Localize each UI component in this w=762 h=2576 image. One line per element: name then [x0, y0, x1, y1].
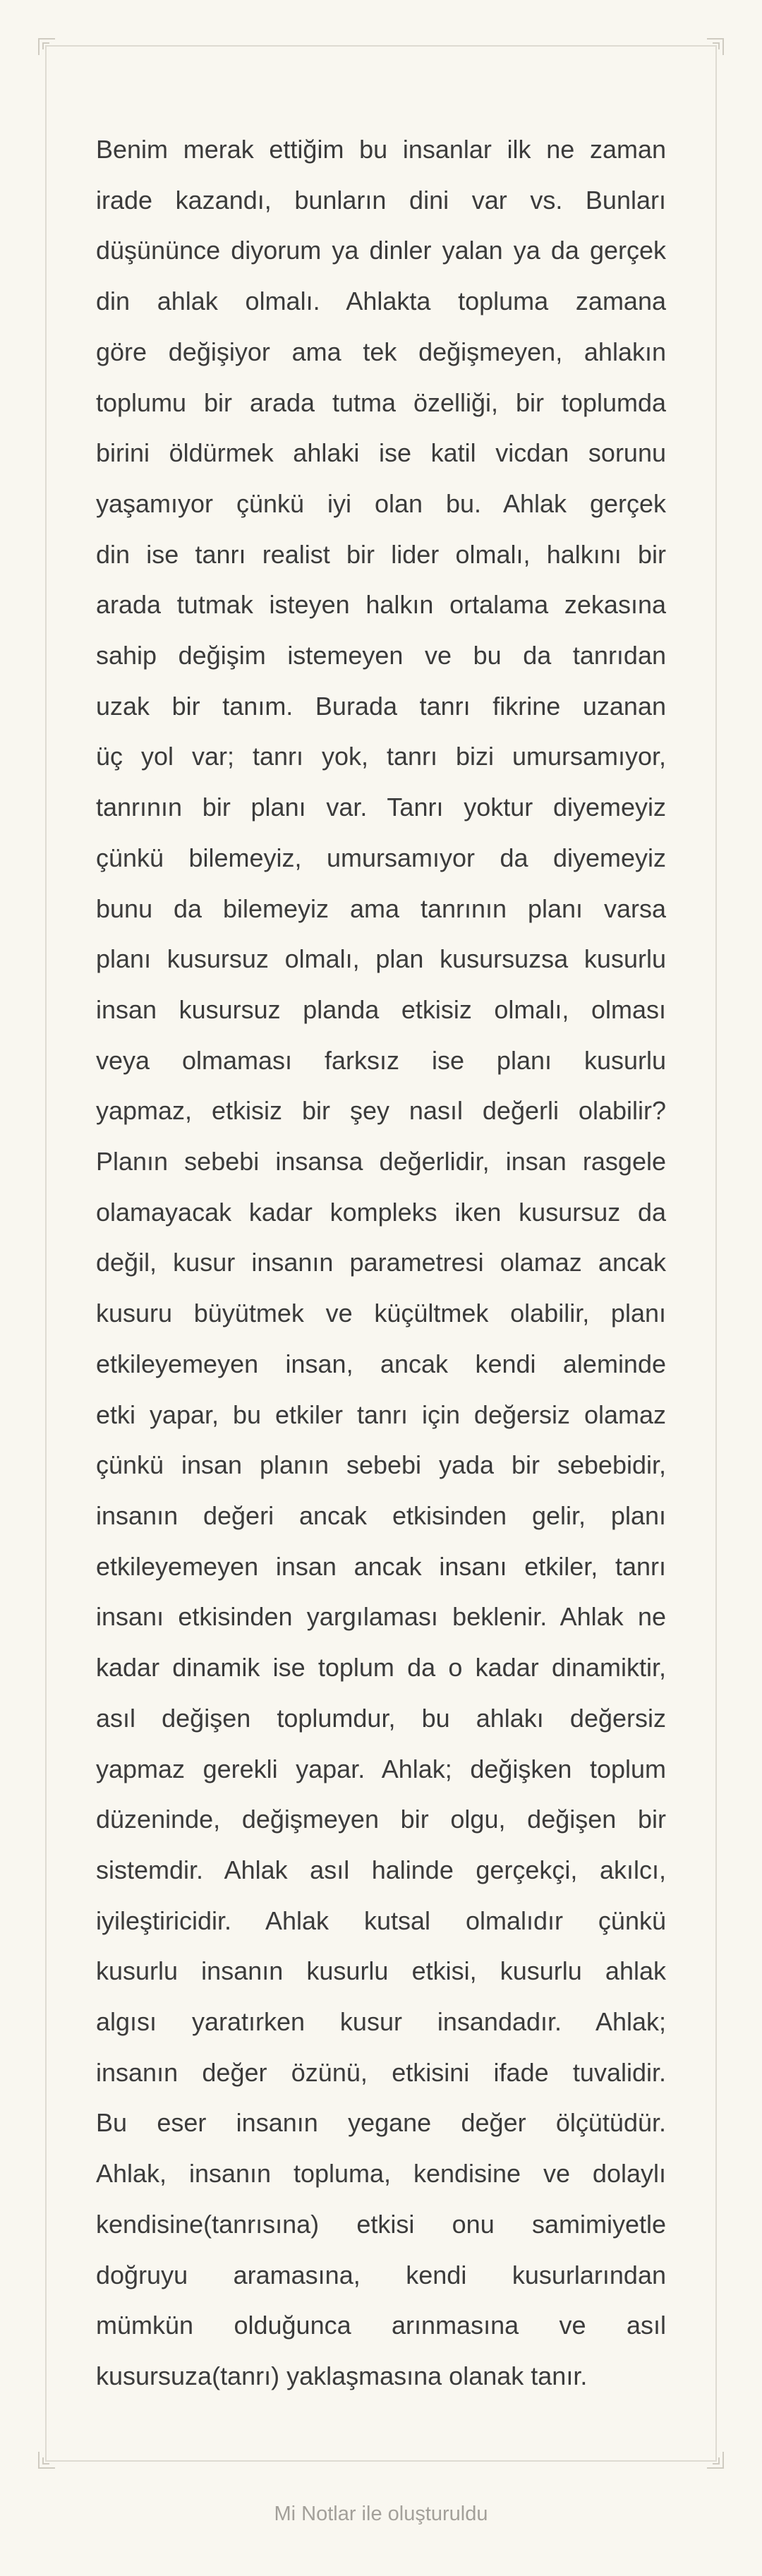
note-line: kusursuza(tanrı) yaklaşmasına olanak tanır. [96, 2361, 588, 2390]
note-line: etkileyemeyen insan ancak insanı etkiler, tanrı [96, 1551, 666, 1581]
note-line: mümkün olduğunca arınmasına ve asıl [96, 2311, 666, 2340]
note-line: kusuru büyütmek ve küçültmek olabilir, planı [96, 1299, 666, 1328]
frame-corner-ornament [707, 2452, 724, 2469]
note-line: planı kusursuz olmalı, plan kusursuzsa kusurlu [96, 944, 666, 974]
note-line: iyileştiricidir. Ahlak kutsal olmalıdır çünkü [96, 1906, 666, 1935]
note-line: kendisine(tanrısına) etkisi onu samimiyetle [96, 2209, 666, 2239]
note-line: uzak bir tanım. Burada tanrı fikrine uzanan [96, 691, 666, 721]
note-line: irade kazandı, bunların dini var vs. Bunları [96, 185, 666, 215]
note-line: din ahlak olmalı. Ahlakta topluma zamana [96, 287, 666, 316]
note-line: doğruyu aramasına, kendi kusurlarından [96, 2260, 666, 2289]
note-line: din ise tanrı realist bir lider olmalı, halkını bir [96, 539, 666, 569]
note-line: kadar dinamik ise toplum da o kadar dinamiktir, [96, 1653, 666, 1683]
note-line: arada tutmak isteyen halkın ortalama zekasına [96, 590, 666, 620]
note-line: yapmaz gerekli yapar. Ahlak; değişken toplum [96, 1754, 666, 1783]
note-line: etki yapar, bu etkiler tanrı için değersiz olamaz [96, 1400, 666, 1429]
note-line: insanın değeri ancak etkisinden gelir, planı [96, 1500, 666, 1530]
note-line: veya olmaması farksız ise planı kusurlu [96, 1045, 666, 1075]
note-line: Planın sebebi insansa değerlidir, insan rasgele [96, 1147, 666, 1176]
note-body [96, 124, 666, 2402]
note-line: etkileyemeyen insan, ancak kendi aleminde [96, 1349, 666, 1378]
note-line: Ahlak, insanın topluma, kendisine ve dolaylı [96, 2159, 666, 2189]
note-line: yapmaz, etkisiz bir şey nasıl değerli olabilir? [96, 1096, 666, 1126]
note-line: kusurlu insanın kusurlu etkisi, kusurlu ahlak [96, 1956, 666, 1986]
note-line: insanın değer özünü, etkisini ifade tuvalidir. [96, 2057, 666, 2087]
frame-corner-ornament [38, 38, 55, 55]
note-line: değil, kusur insanın parametresi olamaz ancak [96, 1248, 666, 1277]
note-line: Bu eser insanın yegane değer ölçütüdür. [96, 2108, 666, 2138]
note-line: düzeninde, değişmeyen bir olgu, değişen bir [96, 1805, 666, 1834]
note-line: üç yol var; tanrı yok, tanrı bizi umursamıyor, [96, 742, 666, 771]
note-line: düşününce diyorum ya dinler yalan ya da gerçek [96, 236, 666, 265]
frame-corner-ornament [707, 38, 724, 55]
note-line: insan kusursuz planda etkisiz olmalı, olması [96, 994, 666, 1024]
note-line: çünkü bilemeyiz, umursamıyor da diyemeyiz [96, 843, 666, 872]
footer-credit: Mi Notlar ile oluşturuldu [274, 2503, 488, 2525]
frame-corner-ornament [38, 2452, 55, 2469]
note-line: sahip değişim istemeyen ve bu da tanrıdan [96, 641, 666, 670]
note-line: yaşamıyor çünkü iyi olan bu. Ahlak gerçek [96, 488, 666, 518]
note-line: çünkü insan planın sebebi yada bir sebebidir, [96, 1450, 666, 1480]
note-line: Benim merak ettiğim bu insanlar ilk ne zaman [96, 135, 666, 164]
note-line: insanı etkisinden yargılaması beklenir. Ahlak ne [96, 1602, 666, 1632]
note-line: tanrının bir planı var. Tanrı yoktur diyemeyiz [96, 793, 666, 822]
note-line: sistemdir. Ahlak asıl halinde gerçekçi, akılcı, [96, 1855, 666, 1884]
note-line: algısı yaratırken kusur insandadır. Ahlak; [96, 2007, 666, 2037]
note-line: olamayacak kadar kompleks iken kusursuz da [96, 1197, 666, 1227]
note-line: birini öldürmek ahlaki ise katil vicdan sorunu [96, 438, 666, 468]
note-line: toplumu bir arada tutma özelliği, bir toplumda [96, 387, 666, 417]
note-line: göre değişiyor ama tek değişmeyen, ahlakın [96, 337, 666, 366]
note-line: bunu da bilemeyiz ama tanrının planı varsa [96, 893, 666, 923]
note-line: asıl değişen toplumdur, bu ahlakı değersiz [96, 1703, 666, 1733]
